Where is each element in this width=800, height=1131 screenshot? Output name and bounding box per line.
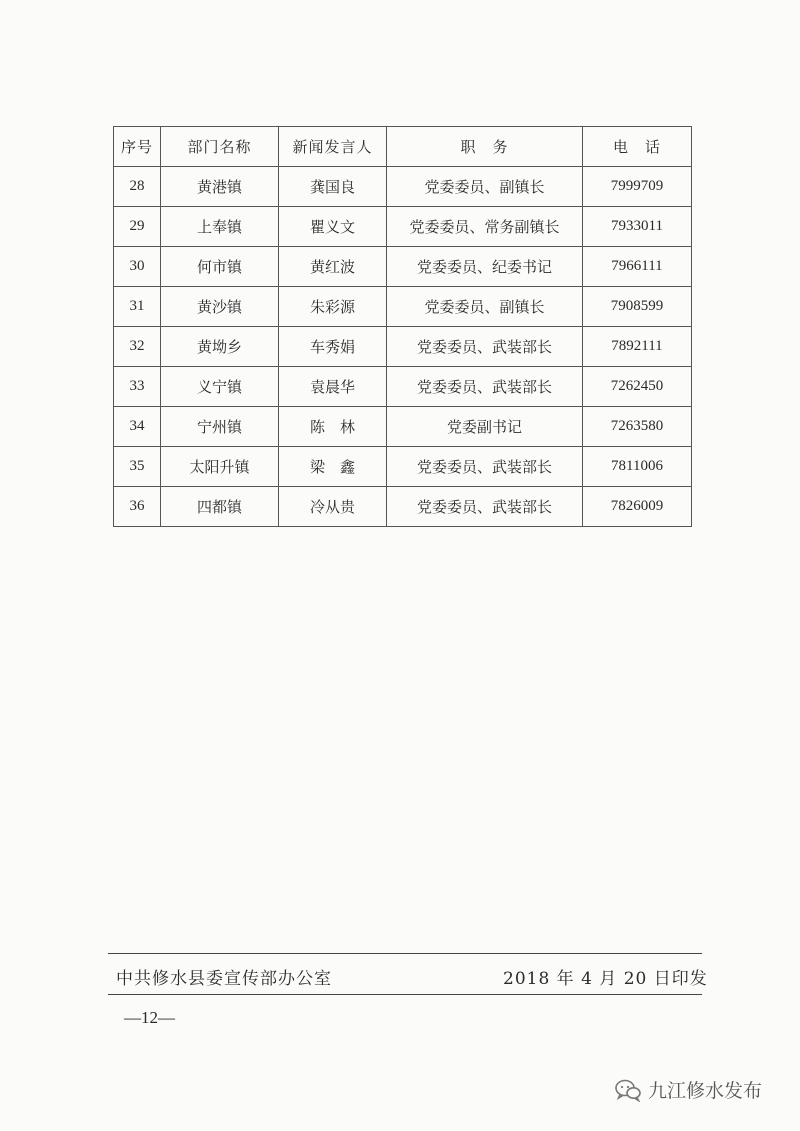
table-row: [114, 287, 692, 327]
cell-phone: 7966111: [583, 247, 692, 287]
spokesperson-table: [113, 126, 692, 527]
table-row: [114, 447, 692, 487]
cell-position: 党委委员、武装部长: [387, 487, 583, 527]
cell-position: 党委委员、纪委书记: [387, 247, 583, 287]
cell-phone: 7262450: [583, 367, 692, 407]
header-department: 部门名称: [161, 127, 279, 167]
cell-position: 党委委员、武装部长: [387, 367, 583, 407]
footer-issue-date: 2018 年 4 月 20 日印发: [503, 969, 708, 989]
page-number: —12—: [124, 1008, 175, 1027]
cell-index: 34: [114, 407, 161, 447]
cell-phone: 7999709: [583, 167, 692, 207]
cell-spokesperson: 陈 林: [279, 407, 387, 447]
wechat-icon: [614, 1078, 642, 1102]
cell-index: 32: [114, 327, 161, 367]
cell-position: 党委委员、武装部长: [387, 327, 583, 367]
cell-index: 30: [114, 247, 161, 287]
cell-position: 党委委员、副镇长: [387, 287, 583, 327]
cell-phone: 7908599: [583, 287, 692, 327]
cell-department: 何市镇: [161, 247, 279, 287]
watermark: [614, 1076, 762, 1103]
table-row: [114, 207, 692, 247]
cell-phone: 7933011: [583, 207, 692, 247]
cell-department: 黄沙镇: [161, 287, 279, 327]
cell-department: 义宁镇: [161, 367, 279, 407]
cell-index: 33: [114, 367, 161, 407]
table-row: [114, 367, 692, 407]
header-spokesperson: 新闻发言人: [279, 127, 387, 167]
header-position: 职 务: [387, 127, 583, 167]
cell-spokesperson: 车秀娟: [279, 327, 387, 367]
cell-index: 36: [114, 487, 161, 527]
cell-position: 党委副书记: [387, 407, 583, 447]
cell-department: 宁州镇: [161, 407, 279, 447]
table-row: [114, 327, 692, 367]
cell-position: 党委委员、常务副镇长: [387, 207, 583, 247]
watermark-text: 九江修水发布: [648, 1080, 763, 1102]
cell-index: 31: [114, 287, 161, 327]
cell-spokesperson: 袁晨华: [279, 367, 387, 407]
cell-spokesperson: 龚国良: [279, 167, 387, 207]
cell-phone: 7892111: [583, 327, 692, 367]
cell-department: 上奉镇: [161, 207, 279, 247]
footer-divider-top: [108, 953, 702, 954]
cell-index: 28: [114, 167, 161, 207]
table-row: [114, 247, 692, 287]
table-row: [114, 407, 692, 447]
table-row: [114, 167, 692, 207]
cell-spokesperson: 朱彩源: [279, 287, 387, 327]
cell-department: 黄港镇: [161, 167, 279, 207]
cell-department: 黄坳乡: [161, 327, 279, 367]
cell-spokesperson: 瞿义文: [279, 207, 387, 247]
header-index: 序号: [114, 127, 161, 167]
table-row: [114, 487, 692, 527]
cell-spokesperson: 黄红波: [279, 247, 387, 287]
cell-phone: 7263580: [583, 407, 692, 447]
table-header-row: [114, 127, 692, 167]
cell-phone: 7826009: [583, 487, 692, 527]
cell-index: 35: [114, 447, 161, 487]
cell-index: 29: [114, 207, 161, 247]
cell-phone: 7811006: [583, 447, 692, 487]
cell-spokesperson: 冷从贵: [279, 487, 387, 527]
cell-department: 太阳升镇: [161, 447, 279, 487]
cell-department: 四都镇: [161, 487, 279, 527]
cell-spokesperson: 梁 鑫: [279, 447, 387, 487]
footer-issuing-office: 中共修水县委宣传部办公室: [116, 969, 332, 989]
cell-position: 党委委员、副镇长: [387, 167, 583, 207]
header-phone: 电 话: [583, 127, 692, 167]
footer-divider-bottom: [108, 994, 702, 995]
cell-position: 党委委员、武装部长: [387, 447, 583, 487]
